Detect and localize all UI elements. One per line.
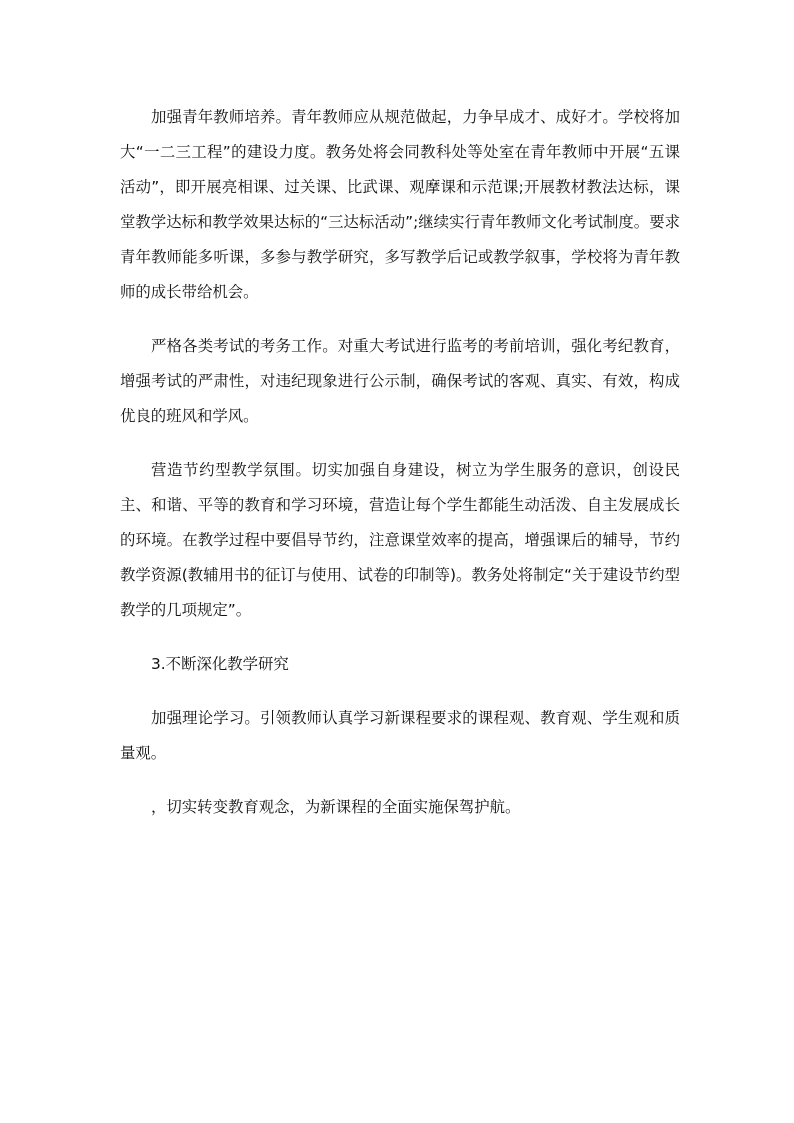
- paragraph-change-concepts: ，切实转变教育观念，为新课程的全面实施保驾护航。: [151, 798, 521, 816]
- paragraph-exam-administration: 严格各类考试的考务工作。对重大考试进行监考的考前培训，强化考纪教育，增强考试的严肃性，对违纪现象进行公示制，确保考试的客观、真实、有效，构成优良的班风和学风。: [120, 337, 680, 425]
- paragraph-theory-study: 加强理论学习。引领教师认真学习新课程要求的课程观、教育观、学生观和质量观。: [120, 709, 680, 762]
- paragraph-young-teacher-training: 加强青年教师培养。青年教师应从规范做起，力争早成才、成好才。学校将加大“一二三工程”的建设力度。教务处将会同教科处等处室在青年教师中开展“五课活动”，即开展亮相课、过关课、比武课、观摩课和示范课;开展教材教法达标，课堂教学达标和教学效果达标的“三达标活动”;继续实行青年教师文化考试制度。要求青年教师能多听课，多参与教学研究，多写教学后记或教学叙事，学校将为青年教师的成长带给机会。: [120, 108, 680, 301]
- section-heading-teaching-research: 3.不断深化教学研究: [151, 655, 289, 673]
- document-body: [120, 100, 680, 844]
- paragraph-frugal-teaching: 营造节约型教学氛围。切实加强自身建设，树立为学生服务的意识，创设民主、和谐、平等的教育和学习环境，营造让每个学生都能生动活泼、自主发展成长的环境。在教学过程中要倡导节约，注意课堂效率的提高，增强课后的辅导，节约教学资源(教辅用书的征订与使用、试卷的印制等)。教务处将制定“关于建设节约型教学的几项规定”。: [120, 461, 680, 619]
